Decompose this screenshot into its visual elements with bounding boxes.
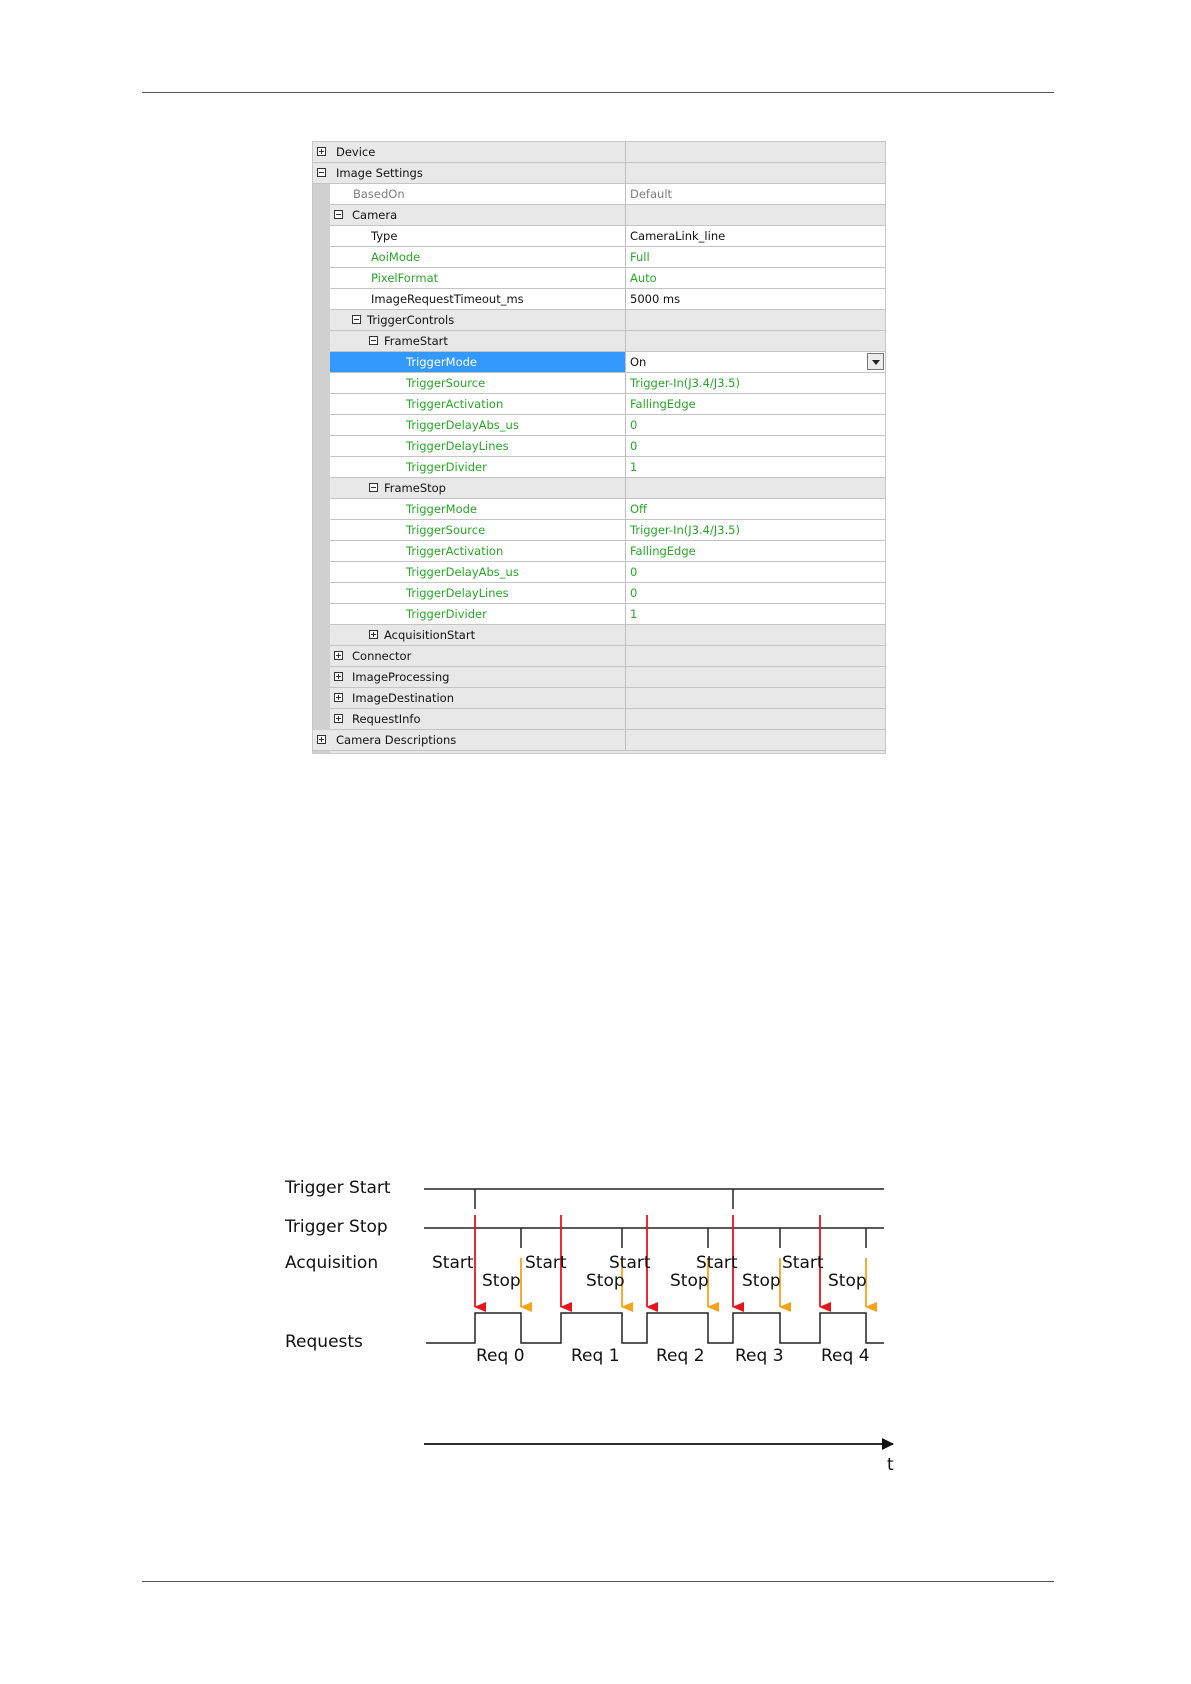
label-trigger-start: Trigger Start [285,1178,391,1198]
stop-label-4: Stop [828,1271,867,1291]
request-label-2: Req 2 [656,1346,705,1366]
request-label-0: Req 0 [476,1346,525,1366]
stop-label-1: Stop [586,1271,625,1291]
property-name: AoiMode [371,250,421,264]
property-value[interactable]: Auto [630,271,657,285]
label-acquisition: Acquisition [285,1253,379,1273]
property-name: ImageRequestTimeout_ms [371,292,524,306]
stop-label-0: Stop [482,1271,521,1291]
trigger-start-signal [424,1189,884,1209]
stop-label-3: Stop [742,1271,781,1291]
request-label-3: Req 3 [735,1346,784,1366]
start-label-0: Start [432,1253,474,1273]
property-value[interactable]: 0 [630,586,638,600]
footer-rule [142,1581,1054,1582]
property-name: TriggerControls [367,313,455,327]
property-name: FrameStop [384,481,446,495]
property-value[interactable]: On [630,355,647,369]
property-name: PixelFormat [371,271,439,285]
property-name: Camera [352,208,398,222]
label-trigger-stop: Trigger Stop [285,1217,388,1237]
property-value[interactable]: 0 [630,565,638,579]
time-axis-label: t [887,1455,894,1475]
property-value[interactable]: 1 [630,607,638,621]
property-value[interactable]: FallingEdge [630,397,696,411]
property-value[interactable]: FallingEdge [630,544,696,558]
property-name: TriggerDivider [406,607,487,621]
property-name: TriggerSource [406,523,486,537]
property-value[interactable]: 0 [630,418,638,432]
property-value[interactable]: Trigger-In(J3.4/J3.5) [630,376,740,390]
property-value[interactable]: Off [630,502,647,516]
trigger-stop-signal [424,1228,884,1248]
start-label-4: Start [782,1253,824,1273]
property-name: Image Settings [336,166,423,180]
request-label-1: Req 1 [571,1346,620,1366]
property-name: ImageProcessing [352,670,450,684]
property-value[interactable]: Trigger-In(J3.4/J3.5) [630,523,740,537]
property-name: AcquisitionStart [384,628,476,642]
start-label-2: Start [609,1253,651,1273]
property-name: TriggerDelayAbs_us [406,565,519,579]
property-name: Connector [352,649,412,663]
property-name: Device [336,145,376,159]
property-name: ImageDestination [352,691,455,705]
property-name: TriggerDivider [406,460,487,474]
property-name: FrameStart [384,334,448,348]
property-name: TriggerDelayLines [406,439,509,453]
property-name: Camera Descriptions [336,733,457,747]
property-value[interactable]: Default [630,187,673,201]
request-label-4: Req 4 [821,1346,870,1366]
property-value[interactable]: Full [630,250,650,264]
property-name: TriggerSource [406,376,486,390]
property-name: TriggerActivation [406,397,504,411]
property-name: Type [371,229,398,243]
property-name: TriggerMode [406,355,477,369]
requests-signal [426,1313,884,1343]
start-label-3: Start [696,1253,738,1273]
property-name: TriggerDelayLines [406,586,509,600]
property-name: RequestInfo [352,712,421,726]
property-value[interactable]: 5000 ms [630,292,681,306]
label-requests: Requests [285,1332,363,1352]
stop-label-2: Stop [670,1271,709,1291]
property-value[interactable]: 1 [630,460,638,474]
property-name: TriggerActivation [406,544,504,558]
start-label-1: Start [525,1253,567,1273]
property-name: TriggerMode [406,502,477,516]
property-value[interactable]: CameraLink_line [630,229,726,243]
property-name: BasedOn [353,187,405,201]
property-name: TriggerDelayAbs_us [406,418,519,432]
property-value[interactable]: 0 [630,439,638,453]
